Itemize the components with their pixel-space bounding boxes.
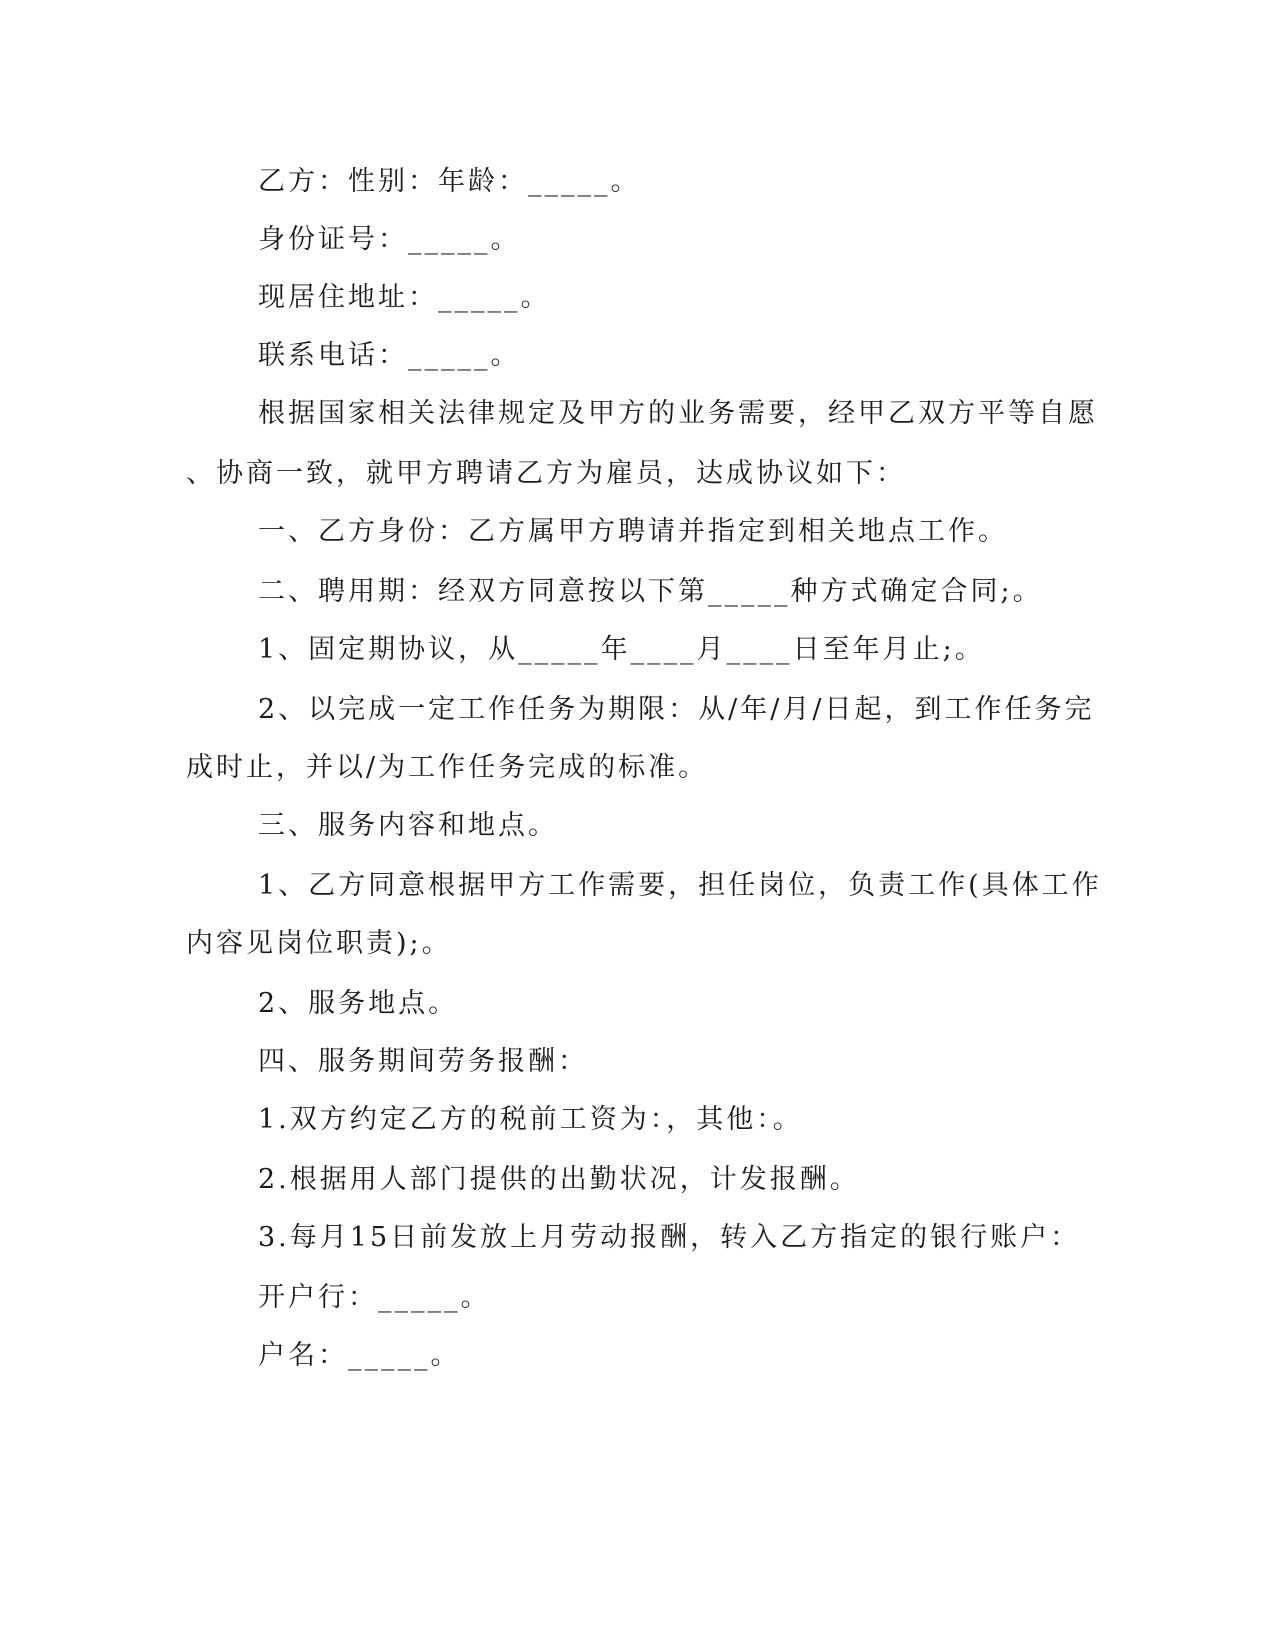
clause-2-term: 二、聘用期：经双方同意按以下第_____种方式确定合同;。: [258, 576, 1043, 607]
clause-2-item-2-line-2: 成时止，并以/为工作任务完成的标准。: [186, 752, 709, 783]
clause-2-item-2-line-1: 2、以完成一定工作任务为期限：从/年/月/日起，到工作任务完: [258, 694, 1095, 725]
clause-4-item-3: 3.每月15日前发放上月劳动报酬，转入乙方指定的银行账户：: [258, 1222, 1081, 1253]
address-line: 现居住地址：_____。: [258, 282, 551, 313]
phone-line: 联系电话：_____。: [258, 340, 521, 371]
id-number-line: 身份证号：_____。: [258, 224, 521, 255]
preamble-line-1: 根据国家相关法律规定及甲方的业务需要，经甲乙双方平等自愿: [258, 398, 1098, 429]
clause-3-item-2: 2、服务地点。: [258, 988, 459, 1019]
clause-2-item-1: 1、固定期协议，从_____年____月____日至年月止;。: [258, 634, 985, 665]
clause-4-item-1: 1.双方约定乙方的税前工资为：，其他：。: [258, 1104, 803, 1135]
clause-4-heading: 四、服务期间劳务报酬：: [258, 1046, 588, 1077]
bank-name-line: 开户行：_____。: [258, 1282, 491, 1313]
preamble-line-2: 、协商一致，就甲方聘请乙方为雇员，达成协议如下：: [186, 458, 906, 489]
clause-3-heading: 三、服务内容和地点。: [258, 810, 558, 841]
clause-1-identity: 一、乙方身份：乙方属甲方聘请并指定到相关地点工作。: [258, 516, 1008, 547]
clause-3-item-1-line-1: 1、乙方同意根据甲方工作需要，担任岗位，负责工作(具体工作: [258, 870, 1102, 901]
clause-4-item-2: 2.根据用人部门提供的出勤状况，计发报酬。: [258, 1164, 860, 1195]
party-b-gender-age-line: 乙方：性别：年龄：_____。: [258, 166, 641, 197]
clause-3-item-1-line-2: 内容见岗位职责);。: [186, 928, 452, 959]
account-name-line: 户名：_____。: [258, 1340, 461, 1371]
